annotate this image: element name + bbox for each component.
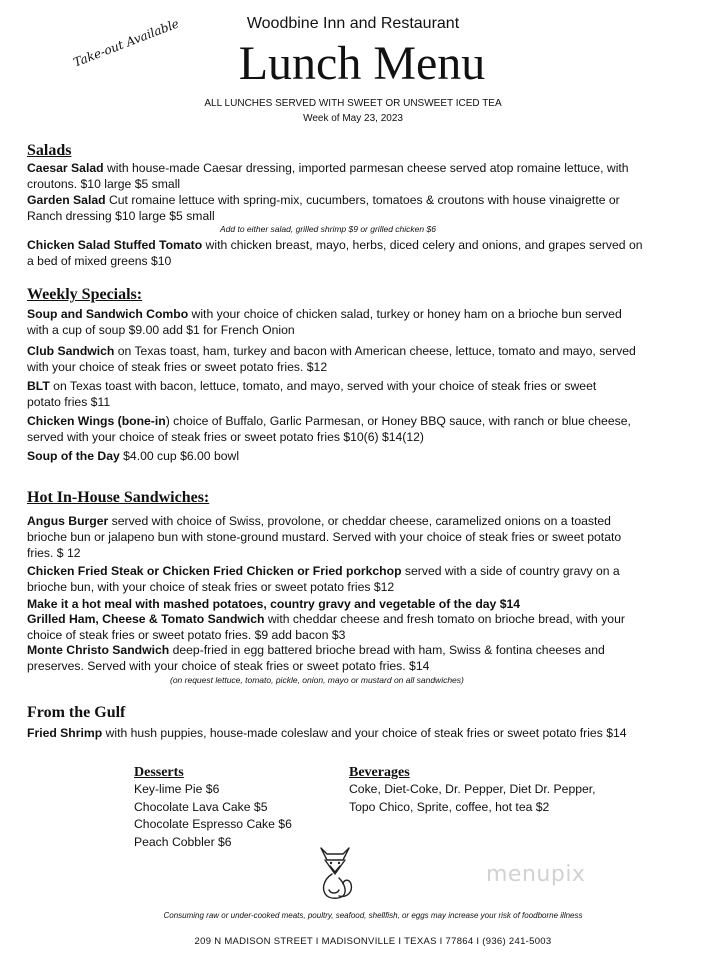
beverages-section — [349, 765, 596, 816]
chicken-wings-price: served with your choice of steak fries or sweet potato fries $10(6) $14(12) — [27, 430, 424, 445]
chicken-salad-name: Chicken Salad Stuffed Tomato — [27, 238, 203, 252]
garden-salad-name: Garden Salad — [27, 193, 106, 207]
angus-burger-desc-2: brioche bun or jalapeno bun with stone-ground mustard. Served with your choice of steak fries or sweet potato — [27, 530, 622, 545]
gulf-heading: From the Gulf — [27, 704, 126, 721]
caesar-salad-item — [27, 160, 699, 192]
fried-shrimp-item — [27, 725, 699, 741]
chicken-fried-steak-desc: served with a side of country gravy on a — [401, 564, 620, 578]
caesar-salad-price: croutons. $10 large $5 small — [27, 177, 181, 192]
soup-of-day-price: $4.00 cup $6.00 bowl — [119, 449, 240, 463]
blt-price: potato fries $11 — [27, 395, 111, 410]
angus-burger-price: fries. $ 12 — [27, 546, 81, 561]
food-safety-warning: Consuming raw or under-cooked meats, poultry, seafood, shellfish, or eggs may increase your risk of foodborne illness — [163, 911, 583, 920]
dessert-item: Peach Cobbler $6 — [134, 834, 232, 849]
sandwiches-heading: Hot In-House Sandwiches: — [27, 489, 210, 506]
chicken-salad-item — [27, 237, 699, 269]
grilled-ham-name: Grilled Ham, Cheese & Tomato Sandwich — [27, 612, 265, 626]
caesar-salad-desc: with house-made Caesar dressing, imported parmesan cheese served atop romaine lettuce, with — [103, 161, 629, 175]
angus-burger-item — [27, 513, 699, 562]
fried-shrimp-name: Fried Shrimp — [27, 726, 103, 740]
chicken-wings-desc: ) choice of Buffalo, Garlic Parmesan, or Honey BBQ sauce, with ranch or blue cheese, — [165, 414, 631, 428]
club-sandwich-price: with your choice of steak fries or sweet potato fries. $12 — [27, 360, 328, 375]
desserts-heading: Desserts — [134, 765, 184, 780]
dessert-item: Chocolate Espresso Cake $6 — [134, 817, 292, 831]
caesar-salad-name: Caesar Salad — [27, 161, 104, 175]
monte-christo-name: Monte Christo Sandwich — [27, 643, 170, 657]
grilled-ham-item — [27, 611, 699, 643]
club-sandwich-desc: on Texas toast, ham, turkey and bacon with American cheese, lettuce, tomato and mayo, served — [114, 344, 636, 358]
chicken-salad-price: a bed of mixed greens $10 — [27, 254, 172, 269]
sandwich-request-note: (on request lettuce, tomato, pickle, onion, mayo or mustard on all sandwiches) — [170, 675, 464, 685]
blt-item — [27, 378, 699, 410]
grilled-ham-desc: with cheddar cheese and fresh tomato on brioche bread, with your — [264, 612, 625, 626]
hot-meal-text: Make it a hot meal with mashed potatoes, country gravy and vegetable of the day $14 — [27, 597, 521, 611]
chicken-wings-item — [27, 413, 699, 445]
club-sandwich-name: Club Sandwich — [27, 344, 115, 358]
desserts-section — [134, 765, 292, 851]
iced-tea-tagline: ALL LUNCHES SERVED WITH SWEET OR UNSWEET ICED TEA — [204, 98, 502, 109]
week-date: Week of May 23, 2023 — [303, 113, 403, 124]
weekly-specials-heading: Weekly Specials: — [27, 286, 143, 303]
salads-heading: Salads — [27, 142, 72, 159]
chicken-salad-desc: with chicken breast, mayo, herbs, diced celery and onions, and grapes served on — [202, 238, 643, 252]
garden-salad-desc: Cut romaine lettuce with spring-mix, cucumbers, tomatoes & croutons with house vinaigrette or — [105, 193, 620, 207]
soup-sandwich-combo-desc: with your choice of chicken salad, turkey or honey ham on a brioche bun served — [188, 307, 622, 321]
monte-christo-price: preserves. Served with your choice of steak fries or sweet potato fries. $14 — [27, 659, 430, 674]
takeout-banner: Take-out Available — [71, 16, 181, 70]
grilled-ham-price: choice of steak fries or sweet potato fries. $9 add bacon $3 — [27, 628, 346, 643]
restaurant-name: Woodbine Inn and Restaurant — [246, 15, 460, 32]
soup-sandwich-combo-item — [27, 306, 699, 338]
chicken-fried-steak-name: Chicken Fried Steak or Chicken Fried Chicken or Fried porkchop — [27, 564, 402, 578]
club-sandwich-item — [27, 343, 699, 375]
soup-of-day-name: Soup of the Day — [27, 449, 120, 463]
blt-desc: on Texas toast with bacon, lettuce, tomato, and mayo, served with your choice of steak fries or sweet — [49, 379, 597, 393]
menupix-watermark: menupix — [486, 862, 586, 887]
dessert-item: Key-lime Pie $6 — [134, 782, 220, 796]
beverages-heading: Beverages — [349, 765, 410, 780]
angus-burger-desc: served with choice of Swiss, provolone, or cheddar cheese, caramelized onions on a toasted — [108, 514, 611, 528]
soup-sandwich-combo-name: Soup and Sandwich Combo — [27, 307, 189, 321]
garden-salad-item — [27, 192, 699, 224]
monte-christo-desc: deep-fried in egg battered brioche bread with ham, Swiss & fontina cheeses and — [169, 643, 605, 657]
dessert-item: Chocolate Lava Cake $5 — [134, 799, 268, 814]
chicken-fried-steak-price: brioche bun, with your choice of steak fries or sweet potato fries $12 — [27, 580, 395, 595]
restaurant-address: 209 N MADISON STREET I MADISONVILLE I TEXAS I 77864 I (936) 241-5003 — [194, 936, 552, 947]
garden-salad-price: Ranch dressing $10 large $5 small — [27, 209, 215, 224]
soup-sandwich-combo-price: with a cup of soup $9.00 add $1 for French Onion — [27, 323, 295, 338]
soup-of-day-item — [27, 448, 699, 464]
blt-name: BLT — [27, 379, 50, 393]
angus-burger-name: Angus Burger — [27, 514, 109, 528]
menu-title: Lunch Menu — [238, 37, 486, 90]
fox-logo-icon — [313, 846, 357, 902]
beverages-line-2: Topo Chico, Sprite, coffee, hot tea $2 — [349, 799, 550, 814]
beverages-line-1: Coke, Diet-Coke, Dr. Pepper, Diet Dr. Pepper, — [349, 782, 596, 796]
chicken-fried-steak-item — [27, 563, 699, 595]
chicken-wings-name: Chicken Wings (bone-in — [27, 414, 166, 428]
salad-addon-note: Add to either salad, grilled shrimp $9 or grilled chicken $6 — [220, 224, 436, 234]
fried-shrimp-desc: with hush puppies, house-made coleslaw and your choice of steak fries or sweet potato fries $14 — [102, 726, 627, 740]
hot-meal-item — [27, 596, 699, 612]
monte-christo-item — [27, 642, 699, 674]
